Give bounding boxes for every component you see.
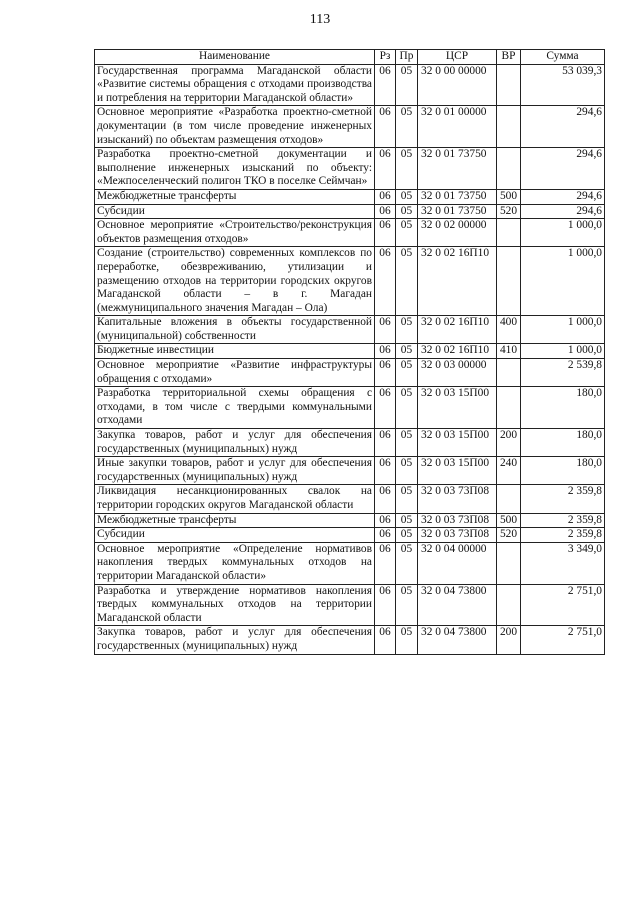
cell-rz: 06 — [375, 485, 396, 513]
cell-vr: 410 — [497, 344, 521, 359]
table-row — [95, 387, 605, 429]
table-row — [95, 626, 605, 654]
table-row — [95, 584, 605, 626]
budget-table — [94, 49, 605, 655]
cell-sum: 2 539,8 — [521, 359, 605, 387]
table-row — [95, 247, 605, 316]
cell-vr — [497, 219, 521, 247]
cell-rz: 06 — [375, 106, 396, 148]
cell-pr: 05 — [396, 584, 418, 626]
cell-rz: 06 — [375, 528, 396, 543]
cell-sum: 2 359,8 — [521, 513, 605, 528]
cell-pr: 05 — [396, 316, 418, 344]
table-row — [95, 64, 605, 106]
cell-sum: 180,0 — [521, 387, 605, 429]
cell-rz: 06 — [375, 344, 396, 359]
cell-vr: 520 — [497, 204, 521, 219]
header-rz: Рз — [375, 50, 396, 65]
cell-vr: 400 — [497, 316, 521, 344]
cell-vr — [497, 148, 521, 190]
cell-sum: 1 000,0 — [521, 247, 605, 316]
cell-csr: 32 0 00 00000 — [418, 64, 497, 106]
cell-sum: 2 359,8 — [521, 485, 605, 513]
table-row — [95, 148, 605, 190]
table-row — [95, 219, 605, 247]
cell-vr — [497, 387, 521, 429]
cell-sum: 2 751,0 — [521, 584, 605, 626]
cell-csr: 32 0 01 73750 — [418, 148, 497, 190]
cell-name: Межбюджетные трансферты — [95, 189, 375, 204]
cell-rz: 06 — [375, 626, 396, 654]
cell-csr: 32 0 02 16П10 — [418, 344, 497, 359]
cell-vr: 500 — [497, 189, 521, 204]
cell-pr: 05 — [396, 528, 418, 543]
cell-vr — [497, 247, 521, 316]
table-row — [95, 316, 605, 344]
cell-csr: 32 0 03 73П08 — [418, 528, 497, 543]
cell-pr: 05 — [396, 344, 418, 359]
cell-name: Ликвидация несанкционированных свалок на территории городских округов Магаданской области — [95, 485, 375, 513]
cell-name: Бюджетные инвестиции — [95, 344, 375, 359]
cell-csr: 32 0 03 15П00 — [418, 429, 497, 457]
cell-rz: 06 — [375, 189, 396, 204]
cell-rz: 06 — [375, 64, 396, 106]
table-row — [95, 542, 605, 584]
cell-sum: 180,0 — [521, 457, 605, 485]
cell-name: Разработка и утверждение нормативов накопления твердых коммунальных отходов на территории Магаданской области — [95, 584, 375, 626]
cell-vr: 240 — [497, 457, 521, 485]
cell-csr: 32 0 02 16П10 — [418, 316, 497, 344]
cell-sum: 1 000,0 — [521, 219, 605, 247]
cell-csr: 32 0 03 15П00 — [418, 457, 497, 485]
cell-rz: 06 — [375, 148, 396, 190]
table-row — [95, 528, 605, 543]
cell-rz: 06 — [375, 219, 396, 247]
cell-rz: 06 — [375, 204, 396, 219]
cell-csr: 32 0 04 73800 — [418, 584, 497, 626]
cell-rz: 06 — [375, 584, 396, 626]
cell-csr: 32 0 03 15П00 — [418, 387, 497, 429]
cell-csr: 32 0 01 00000 — [418, 106, 497, 148]
cell-csr: 32 0 03 73П08 — [418, 513, 497, 528]
table-header-row — [95, 50, 605, 65]
table-row — [95, 513, 605, 528]
cell-vr: 200 — [497, 429, 521, 457]
cell-pr: 05 — [396, 189, 418, 204]
header-pr: Пр — [396, 50, 418, 65]
cell-name: Создание (строительство) современных комплексов по переработке, обезвреживанию, утилизации и размещению отходов на территории городских округов Магаданской области – в г. Магадан (межмуниципального значения Магадан – Ола) — [95, 247, 375, 316]
cell-vr: 200 — [497, 626, 521, 654]
cell-rz: 06 — [375, 513, 396, 528]
cell-rz: 06 — [375, 429, 396, 457]
cell-csr: 32 0 02 16П10 — [418, 247, 497, 316]
cell-rz: 06 — [375, 359, 396, 387]
cell-pr: 05 — [396, 148, 418, 190]
cell-sum: 294,6 — [521, 106, 605, 148]
cell-name: Разработка территориальной схемы обращения с отходами, в том числе с твердыми коммунальными отходами — [95, 387, 375, 429]
cell-pr: 05 — [396, 387, 418, 429]
cell-csr: 32 0 04 00000 — [418, 542, 497, 584]
cell-pr: 05 — [396, 626, 418, 654]
cell-csr: 32 0 04 73800 — [418, 626, 497, 654]
table-row — [95, 189, 605, 204]
cell-sum: 53 039,3 — [521, 64, 605, 106]
cell-name: Разработка проектно-сметной документации и выполнение инженерных изысканий по объекту: «Межпоселенческий полигон ТКО в поселке Сеймчан» — [95, 148, 375, 190]
cell-rz: 06 — [375, 542, 396, 584]
cell-sum: 294,6 — [521, 148, 605, 190]
cell-name: Закупка товаров, работ и услуг для обеспечения государственных (муниципальных) нужд — [95, 429, 375, 457]
header-vr: ВР — [497, 50, 521, 65]
cell-csr: 32 0 01 73750 — [418, 204, 497, 219]
cell-name: Субсидии — [95, 528, 375, 543]
cell-csr: 32 0 03 73П08 — [418, 485, 497, 513]
cell-pr: 05 — [396, 542, 418, 584]
cell-name: Государственная программа Магаданской области «Развитие системы обращения с отходами производства и потребления на территории Магаданской области» — [95, 64, 375, 106]
cell-name: Закупка товаров, работ и услуг для обеспечения государственных (муниципальных) нужд — [95, 626, 375, 654]
table-row — [95, 359, 605, 387]
cell-vr: 520 — [497, 528, 521, 543]
cell-sum: 2 359,8 — [521, 528, 605, 543]
cell-vr — [497, 106, 521, 148]
cell-sum: 180,0 — [521, 429, 605, 457]
cell-csr: 32 0 02 00000 — [418, 219, 497, 247]
cell-pr: 05 — [396, 485, 418, 513]
cell-vr — [497, 64, 521, 106]
cell-sum: 294,6 — [521, 189, 605, 204]
cell-csr: 32 0 03 00000 — [418, 359, 497, 387]
cell-name: Межбюджетные трансферты — [95, 513, 375, 528]
cell-rz: 06 — [375, 387, 396, 429]
header-name: Наименование — [95, 50, 375, 65]
cell-csr: 32 0 01 73750 — [418, 189, 497, 204]
cell-pr: 05 — [396, 219, 418, 247]
table-row — [95, 106, 605, 148]
cell-vr — [497, 485, 521, 513]
cell-vr — [497, 359, 521, 387]
cell-sum: 3 349,0 — [521, 542, 605, 584]
cell-name: Основное мероприятие «Определение нормативов накопления твердых коммунальных отходов на территории Магаданской области» — [95, 542, 375, 584]
cell-name: Субсидии — [95, 204, 375, 219]
table-row — [95, 429, 605, 457]
cell-sum: 294,6 — [521, 204, 605, 219]
cell-name: Капитальные вложения в объекты государственной (муниципальной) собственности — [95, 316, 375, 344]
table-row — [95, 485, 605, 513]
table-body — [95, 64, 605, 654]
cell-vr — [497, 542, 521, 584]
cell-name: Основное мероприятие «Строительство/реконструкция объектов размещения отходов» — [95, 219, 375, 247]
cell-sum: 2 751,0 — [521, 626, 605, 654]
table-row — [95, 457, 605, 485]
cell-pr: 05 — [396, 513, 418, 528]
cell-rz: 06 — [375, 247, 396, 316]
header-sum: Сумма — [521, 50, 605, 65]
cell-rz: 06 — [375, 457, 396, 485]
cell-pr: 05 — [396, 106, 418, 148]
cell-rz: 06 — [375, 316, 396, 344]
cell-sum: 1 000,0 — [521, 316, 605, 344]
cell-pr: 05 — [396, 359, 418, 387]
cell-pr: 05 — [396, 247, 418, 316]
header-csr: ЦСР — [418, 50, 497, 65]
cell-pr: 05 — [396, 457, 418, 485]
cell-name: Иные закупки товаров, работ и услуг для обеспечения государственных (муниципальных) нужд — [95, 457, 375, 485]
cell-name: Основное мероприятие «Разработка проектно-сметной документации (в том числе проведение инженерных изысканий) по объектам размещения отходов» — [95, 106, 375, 148]
cell-sum: 1 000,0 — [521, 344, 605, 359]
table-row — [95, 204, 605, 219]
cell-pr: 05 — [396, 429, 418, 457]
cell-name: Основное мероприятие «Развитие инфраструктуры обращения с отходами» — [95, 359, 375, 387]
cell-vr: 500 — [497, 513, 521, 528]
page-number: 113 — [309, 12, 331, 27]
cell-vr — [497, 584, 521, 626]
cell-pr: 05 — [396, 204, 418, 219]
cell-pr: 05 — [396, 64, 418, 106]
table-row — [95, 344, 605, 359]
